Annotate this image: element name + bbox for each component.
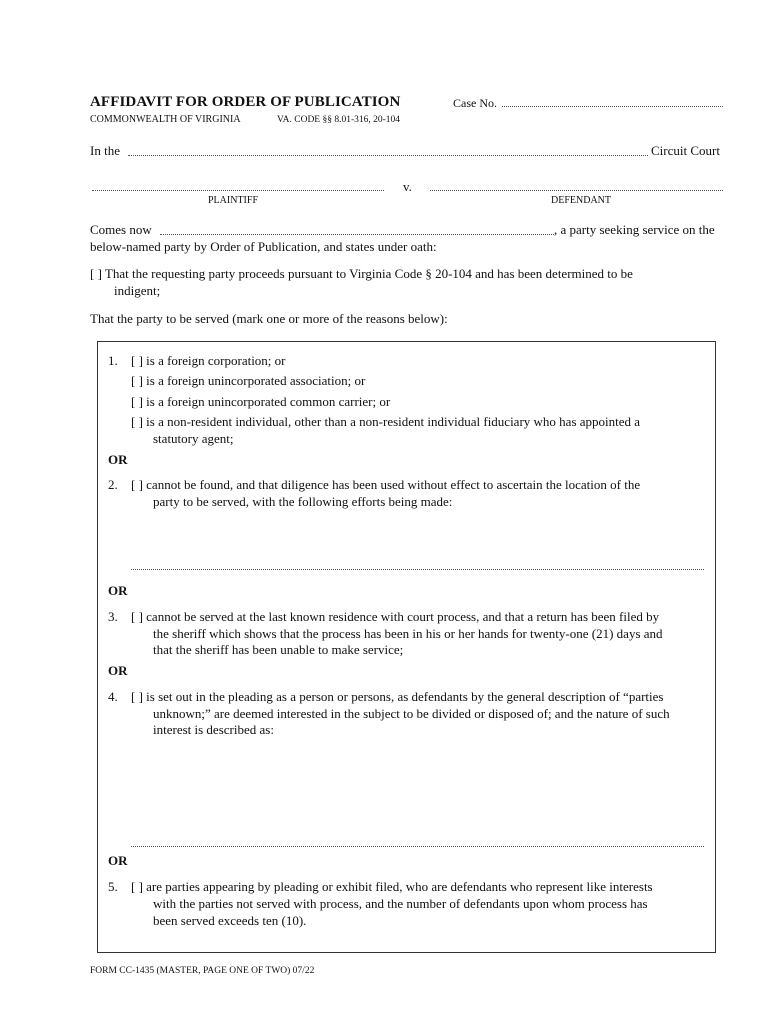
reason-1d-line-2: statutory agent; [153, 431, 234, 446]
form-footer-id: FORM CC-1435 (MASTER, PAGE ONE OF TWO) 07/22 [90, 966, 315, 976]
reason-1a-checkbox[interactable]: [ ] is a foreign corporation; or [131, 353, 286, 368]
commonwealth-label: COMMONWEALTH OF VIRGINIA [90, 114, 241, 125]
reason-2-number: 2. [108, 477, 118, 492]
or-separator-4: OR [108, 853, 128, 868]
circuit-court-label: Circuit Court [651, 143, 720, 158]
plaintiff-label: PLAINTIFF [208, 195, 259, 206]
plaintiff-field[interactable] [92, 190, 384, 191]
reason-5-number: 5. [108, 879, 118, 894]
court-name-field[interactable] [128, 155, 648, 156]
reason-5-checkbox[interactable]: [ ] are parties appearing by pleading or exhibit filed, who are defendants who represent like interests [131, 879, 653, 894]
party-served-instruction: That the party to be served (mark one or more of the reasons below): [90, 311, 448, 326]
reason-4-number: 4. [108, 689, 118, 704]
or-separator-2: OR [108, 583, 128, 598]
efforts-description-field[interactable] [131, 569, 704, 570]
intro-line-2: below-named party by Order of Publication, and states under oath: [90, 239, 437, 254]
reason-3-line-2: the sheriff which shows that the process has been in his or her hands for twenty-one (21) days and [153, 626, 663, 641]
reason-1b-checkbox[interactable]: [ ] is a foreign unincorporated association; or [131, 373, 366, 388]
reason-5-line-3: been served exceeds ten (10). [153, 913, 307, 928]
defendant-field[interactable] [430, 190, 723, 191]
reason-5-line-2: with the parties not served with process, and the number of defendants upon whom process has [153, 896, 648, 911]
va-code-reference: VA. CODE §§ 8.01-316, 20-104 [277, 115, 401, 125]
versus-label: v. [403, 179, 412, 194]
comes-now-suffix: , a party seeking service on the [554, 222, 715, 237]
in-the-label: In the [90, 143, 120, 158]
reason-4-line-3: interest is described as: [153, 722, 274, 737]
or-separator-1: OR [108, 452, 128, 467]
interest-description-field[interactable] [131, 846, 704, 847]
defendant-label: DEFENDANT [551, 195, 611, 206]
case-number-label: Case No. [453, 96, 497, 110]
reason-2-line-2: party to be served, with the following efforts being made: [153, 494, 453, 509]
reason-1-number: 1. [108, 353, 118, 368]
reason-1c-checkbox[interactable]: [ ] is a foreign unincorporated common carrier; or [131, 394, 391, 409]
reason-4-checkbox[interactable]: [ ] is set out in the pleading as a person or persons, as defendants by the general description of “parties [131, 689, 664, 704]
reason-3-number: 3. [108, 609, 118, 624]
reason-4-line-2: unknown;” are deemed interested in the subject to be divided or disposed of; and the nature of such [153, 706, 670, 721]
reason-1d-checkbox[interactable]: [ ] is a non-resident individual, other than a non-resident individual fiduciary who has appointed a [131, 414, 641, 429]
reason-3-checkbox[interactable]: [ ] cannot be served at the last known residence with court process, and that a return has been filed by [131, 609, 660, 624]
form-title: AFFIDAVIT FOR ORDER OF PUBLICATION [90, 94, 401, 110]
case-number-field[interactable] [502, 106, 723, 107]
or-separator-3: OR [108, 663, 128, 678]
reason-2-checkbox[interactable]: [ ] cannot be found, and that diligence has been used without effect to ascertain the location of the [131, 477, 641, 492]
comes-now-label: Comes now [90, 222, 152, 237]
indigent-line-2: indigent; [114, 283, 161, 298]
indigent-checkbox-line[interactable]: [ ] That the requesting party proceeds pursuant to Virginia Code § 20-104 and has been determined to be [90, 266, 633, 281]
reason-3-line-3: that the sheriff has been unable to make service; [153, 642, 404, 657]
requesting-party-field[interactable] [160, 234, 554, 235]
